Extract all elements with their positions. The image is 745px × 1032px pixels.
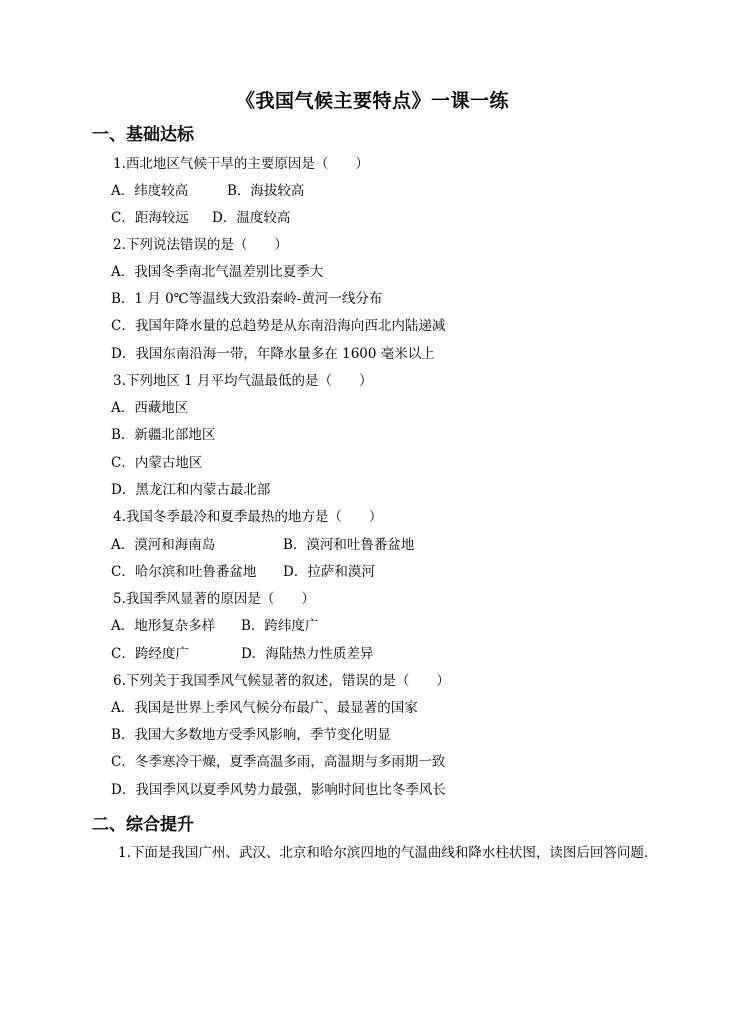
question-5-option-c: C．跨经度广 (111, 646, 189, 662)
question-2-option-a: A．我国冬季南北气温差别比夏季大 (111, 264, 324, 280)
question-3-option-d: D．黑龙江和内蒙古最北部 (111, 482, 271, 498)
question-1-option-d: D．温度较高 (212, 210, 291, 226)
question-2-option-b: B．1 月 0℃等温线大致沿秦岭-黄河一线分布 (111, 291, 383, 307)
question-4-option-b: B．漠河和吐鲁番盆地 (283, 537, 415, 553)
question-3-option-c: C．内蒙古地区 (111, 455, 203, 471)
question-4-option-d: D．拉萨和漠河 (283, 564, 375, 580)
question-1-option-b: B．海拔较高 (227, 183, 305, 199)
question-3-option-a: A．西藏地区 (111, 400, 189, 416)
page-title: 《我国气候主要特点》一课一练 (235, 90, 509, 112)
question-1-options-row-2 (111, 209, 291, 227)
section-heading-comprehensive: 二、综合提升 (92, 815, 194, 835)
question-3-stem: 3.下列地区 1 月平均气温最低的是（ ） (113, 373, 373, 389)
question-1-option-c: C．距海较远 (111, 210, 189, 226)
question-4-option-c: C．哈尔滨和吐鲁番盆地 (111, 564, 257, 580)
question-5-options-row-2 (111, 645, 374, 663)
question-2-option-d: D．我国东南沿海一带，年降水量多在 1600 毫米以上 (111, 346, 435, 362)
question-1-stem: 1.西北地区气候干旱的主要原因是（ ） (113, 156, 369, 172)
question-2-stem: 2.下列说法错误的是（ ） (113, 237, 288, 253)
question-1-option-a: A．纬度较高 (111, 183, 189, 199)
question-6-option-d: D．我国季风以夏季风势力最强，影响时间也比冬季风长 (111, 782, 446, 798)
question-6-stem: 6.下列关于我国季风气候显著的叙述，错误的是（ ） (113, 673, 450, 689)
question-5-options-row-1 (111, 617, 319, 635)
question-6-option-b: B．我国大多数地方受季风影响，季节变化明显 (111, 727, 391, 743)
question-5-option-b: B．跨纬度广 (241, 618, 319, 634)
question-6-option-a: A．我国是世界上季风气候分布最广、最显著的国家 (111, 700, 418, 716)
question-1-options-row-1 (111, 182, 305, 200)
question-3-option-b: B．新疆北部地区 (111, 427, 216, 443)
comprehensive-question-1: 1.下面是我国广州、武汉、北京和哈尔滨四地的气温曲线和降水柱状图，读图后回答问题. (118, 845, 649, 861)
question-4-stem: 4.我国冬季最冷和夏季最热的地方是（ ） (113, 509, 383, 525)
question-5-option-a: A．地形复杂多样 (111, 618, 216, 634)
question-4-options-row-1 (111, 536, 415, 554)
section-heading-basic: 一、基础达标 (92, 125, 194, 145)
question-2-option-c: C．我国年降水量的总趋势是从东南沿海向西北内陆递减 (111, 318, 446, 334)
question-4-option-a: A．漠河和海南岛 (111, 537, 216, 553)
question-5-option-d: D．海陆热力性质差异 (241, 646, 374, 662)
question-6-option-c: C．冬季寒冷干燥，夏季高温多雨，高温期与多雨期一致 (111, 754, 446, 770)
question-4-options-row-2 (111, 563, 375, 581)
question-5-stem: 5.我国季风显著的原因是（ ） (113, 591, 315, 607)
